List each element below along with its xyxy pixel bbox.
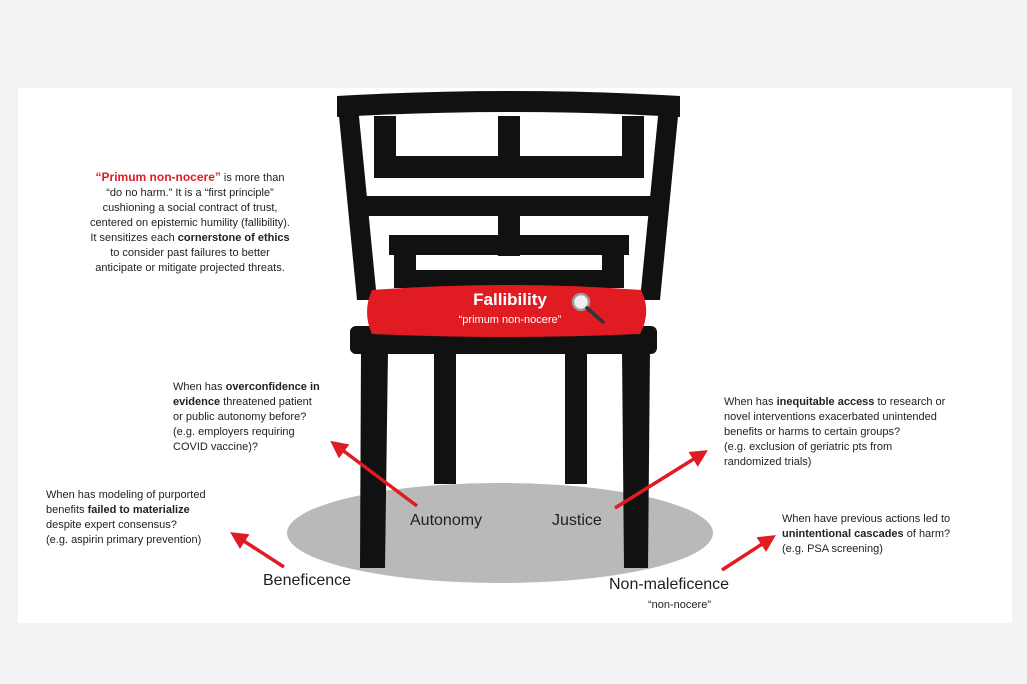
label-autonomy: Autonomy [410,512,483,529]
floor-shadow [287,483,713,583]
back-leg-right [565,352,587,484]
seat-subtitle: “primum non-nocere” [458,314,562,326]
seat-title: Fallibility [473,290,547,309]
chair-back [337,91,680,300]
label-beneficence: Beneficence [263,572,352,589]
label-nonmaleficence-sub: “non-nocere” [648,599,711,611]
label-nonmaleficence: Non-maleficence [609,576,730,593]
justice-question: When has inequitable access to research or novel interventions exacerbated unintended benefits or harms to certain groups? (e.g. exclusion of geriatric pts from randomized trials) [724,396,946,468]
nonmaleficence-question: When have previous actions led to unintentional cascades of harm? (e.g. PSA screening) [782,513,951,555]
intro-highlight: “Primum non-nocere” [95,170,221,184]
label-justice: Justice [552,512,602,529]
beneficence-question: When has modeling of purported benefits failed to materialize despite expert consensus? (e.g. aspirin primary prevention) [46,489,206,546]
intro-text: “Primum non-nocere” is more than “do no harm.” It is a “first principle” cushioning a social contract of trust, centered on epistemic humility (fallibility). It sensitizes each cornerstone of ethics to consider past failures to better anticipate or mitigate projected threats. [90,170,290,274]
front-leg-right [622,350,650,568]
autonomy-question: When has overconfidence in evidence threatened patient or public autonomy before? (e.g. employers requiring COVID vaccine)? [173,381,320,453]
arrow-nonmaleficence [722,537,773,570]
back-leg-left [434,352,456,484]
